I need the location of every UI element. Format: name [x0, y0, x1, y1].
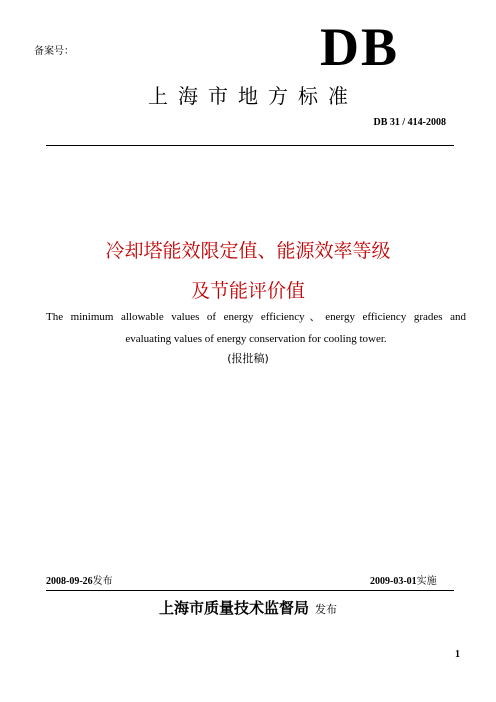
issue-date-value: 2008-09-26 [46, 576, 93, 587]
header-divider [46, 145, 454, 146]
title-zh-line-1: 冷却塔能效限定值、能源效率等级 [105, 240, 391, 262]
title-en [46, 306, 466, 350]
title-zh-line-2: 及节能评价值 [190, 280, 305, 302]
footer-divider [46, 590, 454, 591]
db-logo: DB [320, 17, 400, 77]
issuer-verb: 发布 [315, 603, 337, 616]
page-number: 1 [455, 649, 460, 660]
standard-type-heading: 上海市地方标准 [148, 84, 358, 108]
title-en-line-1: The minimum allowable values of energy efficiency、energy efficiency grades and [46, 311, 466, 323]
draft-status: (报批稿) [227, 352, 269, 365]
issue-date [46, 572, 113, 587]
issue-date-suffix: 发布 [92, 576, 113, 587]
issuer [0, 597, 496, 618]
issuer-name: 上海市质量技术监督局 [158, 599, 309, 617]
implement-date-suffix: 实施 [416, 576, 437, 587]
title-en-line-2: evaluating values of energy conservation for cooling tower. [125, 333, 387, 345]
standard-number: DB 31 / 414-2008 [373, 117, 446, 128]
record-number-label: 备案号： [34, 46, 74, 57]
implement-date-value: 2009-03-01 [370, 576, 417, 587]
implement-date [370, 572, 437, 587]
